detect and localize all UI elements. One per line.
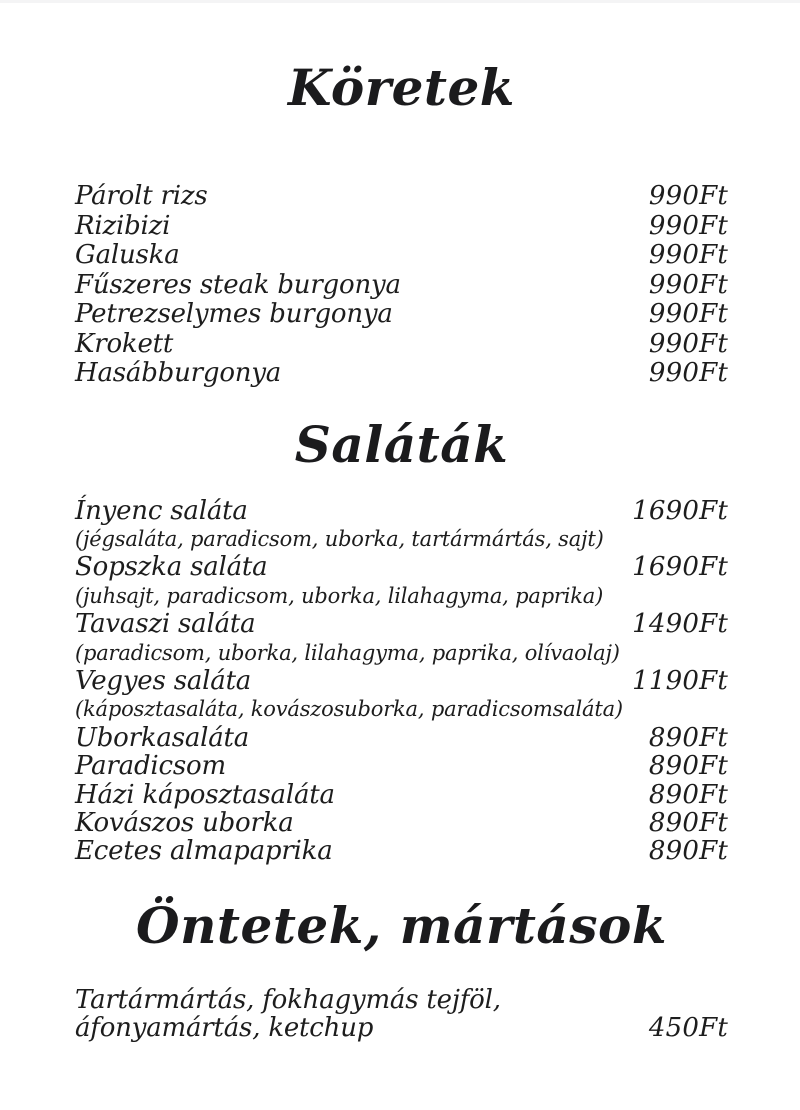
menu-item [75,610,728,638]
item-price: 990Ft [648,181,728,211]
item-ingredients: (jégsaláta, paradicsom, uborka, tartármártás, sajt) [75,526,604,551]
section-ontetek-martasok [75,896,728,1043]
item-name: Hasábburgonya [75,358,282,388]
item-name: Vegyes saláta [75,665,252,696]
item-price: 1690Ft [632,495,728,526]
menu-item [75,724,728,752]
section-title-ontetek-martasok: Öntetek, mártások [136,895,667,955]
item-price: 990Ft [648,358,728,388]
menu-item [75,182,728,212]
item-price: 890Ft [648,779,728,810]
item-price: 890Ft [648,722,728,753]
section-title-koretek: Köretek [288,58,515,117]
item-name-line-2: áfonyamártás, ketchup [75,1013,374,1044]
item-ingredients: (paradicsom, uborka, lilahagyma, paprika, olívaolaj) [75,640,620,665]
menu-item [75,330,728,360]
item-price: 990Ft [648,210,728,241]
menu-item [75,781,728,809]
koretek-item-list [75,182,728,389]
item-price: 890Ft [648,807,728,838]
item-name: Galuska [75,240,180,270]
menu-item [75,359,728,389]
item-name: Párolt rizs [75,181,208,211]
item-name: Ínyenc saláta [75,495,248,526]
ontetek-item-list [75,986,728,1043]
item-ingredients: (juhsajt, paradicsom, uborka, lilahagyma, paprika) [75,583,604,608]
menu-item [75,837,728,865]
salatak-item-list [75,497,728,866]
menu-item [75,241,728,271]
menu-item [75,497,728,525]
menu-item [75,553,728,581]
item-name: Kovászos uborka [75,807,294,838]
menu-item [75,809,728,837]
item-price: 990Ft [648,269,728,300]
item-name: Házi káposztasaláta [75,779,335,810]
top-edge-strip [0,0,800,3]
menu-item [75,300,728,330]
section-salatak [75,415,728,866]
item-price: 990Ft [648,299,728,329]
menu-item [75,667,728,695]
item-name-line-1: Tartármártás, fokhagymás tejföl, [75,984,501,1015]
item-price: 890Ft [648,836,728,867]
menu-item [75,212,728,242]
item-name: Uborkasaláta [75,722,250,753]
item-name: Tavaszi saláta [75,609,256,640]
menu-item [75,986,728,1043]
item-ingredients: (káposztasaláta, kovászosuborka, paradicsomsaláta) [75,697,623,722]
item-name: Petrezselymes burgonya [75,299,393,329]
item-price: 890Ft [648,751,728,782]
menu-page [0,58,800,1043]
item-name: Krokett [75,328,174,359]
menu-item [75,271,728,301]
item-price: 1690Ft [632,552,728,583]
item-name [75,986,501,1043]
item-name: Sopszka saláta [75,552,268,583]
item-price: 990Ft [648,240,728,270]
item-price: 450Ft [648,1013,728,1044]
section-title-salatak: Saláták [294,414,509,474]
menu-item [75,752,728,780]
item-name: Ecetes almapaprika [75,836,333,867]
item-name: Fűszeres steak burgonya [75,269,401,300]
item-price: 990Ft [648,328,728,359]
item-name: Paradicsom [75,751,226,782]
item-name: Rizibizi [75,210,171,241]
item-price: 1190Ft [632,665,728,696]
section-koretek [75,58,728,389]
item-price: 1490Ft [632,609,728,640]
